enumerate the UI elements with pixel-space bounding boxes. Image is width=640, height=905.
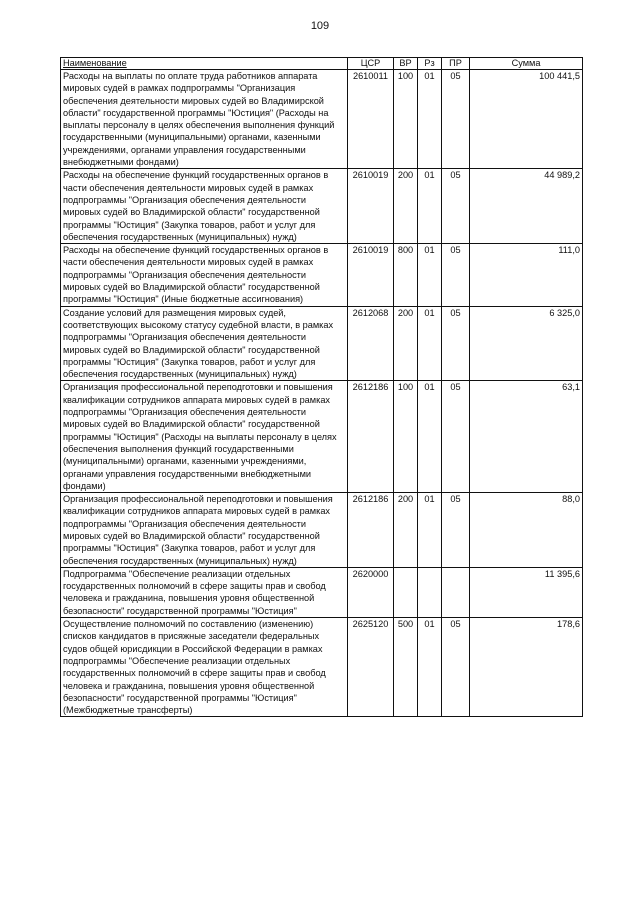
table-row xyxy=(61,618,583,717)
row-sum: 44 989,2 xyxy=(470,169,583,244)
table-row xyxy=(61,567,583,617)
row-pr: 05 xyxy=(442,618,470,717)
row-name: Подпрограмма "Обеспечение реализации отдельных государственных полномочий в сфере защиты прав и свобод человека и гражданина, повышения уровня общественной безопасности" государственной программы "Юстиция" xyxy=(61,567,348,617)
row-rz: 01 xyxy=(418,381,442,493)
row-vr: 100 xyxy=(394,70,418,169)
row-sum: 111,0 xyxy=(470,244,583,306)
header-code: ЦСР xyxy=(348,58,394,70)
row-code: 2610011 xyxy=(348,70,394,169)
table-row xyxy=(61,306,583,381)
row-pr xyxy=(442,567,470,617)
row-pr: 05 xyxy=(442,169,470,244)
row-sum: 100 441,5 xyxy=(470,70,583,169)
row-name: Расходы на обеспечение функций государственных органов в части обеспечения деятельности мировых судей в рамках подпрограммы "Организация обеспечения деятельности мировых судей во Владимирской области" государственной программы "Юстиция" (Иные бюджетные ассигнования) xyxy=(61,244,348,306)
table-header-row xyxy=(61,58,583,70)
row-sum: 88,0 xyxy=(470,493,583,568)
row-vr: 800 xyxy=(394,244,418,306)
table-row xyxy=(61,169,583,244)
row-vr: 200 xyxy=(394,169,418,244)
row-pr: 05 xyxy=(442,70,470,169)
row-rz: 01 xyxy=(418,493,442,568)
budget-table xyxy=(60,57,583,717)
row-name: Организация профессиональной переподготовки и повышения квалификации сотрудников аппарата мировых судей в рамках подпрограммы "Организация обеспечения деятельности мировых судей во Владимирской области" государственной программы "Юстиция" (Закупка товаров, работ и услуг для обеспечения государственных (муниципальных) нужд) xyxy=(61,493,348,568)
header-pr: ПР xyxy=(442,58,470,70)
row-sum: 63,1 xyxy=(470,381,583,493)
row-rz xyxy=(418,567,442,617)
table-row xyxy=(61,381,583,493)
row-vr: 200 xyxy=(394,306,418,381)
page-number: 109 xyxy=(310,20,330,32)
header-name: Наименование xyxy=(61,58,348,70)
row-name: Осуществление полномочий по составлению (изменению) списков кандидатов в присяжные заседатели федеральных судов общей юрисдикции в Российской Федерации в рамках подпрограммы "Обеспечение реализации отдельных государственных полномочий в сфере защиты прав и свобод человека и гражданина, повышения уровня общественной безопасности" государственной программы "Юстиция" (Межбюджетные трансферты) xyxy=(61,618,348,717)
row-rz: 01 xyxy=(418,169,442,244)
row-vr: 100 xyxy=(394,381,418,493)
row-rz: 01 xyxy=(418,70,442,169)
row-code: 2612186 xyxy=(348,493,394,568)
row-pr: 05 xyxy=(442,306,470,381)
row-code: 2625120 xyxy=(348,618,394,717)
table-row xyxy=(61,493,583,568)
row-code: 2612186 xyxy=(348,381,394,493)
row-vr: 500 xyxy=(394,618,418,717)
row-name: Расходы на выплаты по оплате труда работников аппарата мировых судей в рамках подпрограммы "Организация обеспечения деятельности мировых судей во Владимирской области" государственной программы "Юстиция" (Расходы на выплаты персоналу в целях обеспечения выполнения функций государственными (муниципальными) органами, казенными учреждениями, органами управления государственными внебюджетными фондами) xyxy=(61,70,348,169)
row-code: 2620000 xyxy=(348,567,394,617)
row-rz: 01 xyxy=(418,244,442,306)
row-name: Организация профессиональной переподготовки и повышения квалификации сотрудников аппарата мировых судей в рамках подпрограммы "Организация обеспечения деятельности мировых судей во Владимирской области" государственной программы "Юстиция" (Расходы на выплаты персоналу в целях обеспечения выполнения функций государственными (муниципальными) органами, казенными учреждениями, органами управления государственными внебюджетными фондами) xyxy=(61,381,348,493)
row-vr: 200 xyxy=(394,493,418,568)
row-code: 2612068 xyxy=(348,306,394,381)
header-sum: Сумма xyxy=(470,58,583,70)
table-row xyxy=(61,244,583,306)
header-vr: ВР xyxy=(394,58,418,70)
row-pr: 05 xyxy=(442,381,470,493)
table-row xyxy=(61,70,583,169)
row-sum: 6 325,0 xyxy=(470,306,583,381)
row-rz: 01 xyxy=(418,306,442,381)
row-pr: 05 xyxy=(442,493,470,568)
row-code: 2610019 xyxy=(348,244,394,306)
row-sum: 178,6 xyxy=(470,618,583,717)
row-name: Расходы на обеспечение функций государственных органов в части обеспечения деятельности мировых судей в рамках подпрограммы "Организация обеспечения деятельности мировых судей во Владимирской области" государственной программы "Юстиция" (Закупка товаров, работ и услуг для обеспечения государственных (муниципальных) нужд) xyxy=(61,169,348,244)
row-pr: 05 xyxy=(442,244,470,306)
row-sum: 11 395,6 xyxy=(470,567,583,617)
header-rz: Рз xyxy=(418,58,442,70)
row-vr xyxy=(394,567,418,617)
row-name: Создание условий для размещения мировых судей, соответствующих высокому статусу судебной власти, в рамках подпрограммы "Организация обеспечения деятельности мировых судей во Владимирской области" государственной программы "Юстиция" (Закупка товаров, работ и услуг для обеспечения государственных (муниципальных) нужд) xyxy=(61,306,348,381)
row-rz: 01 xyxy=(418,618,442,717)
row-code: 2610019 xyxy=(348,169,394,244)
